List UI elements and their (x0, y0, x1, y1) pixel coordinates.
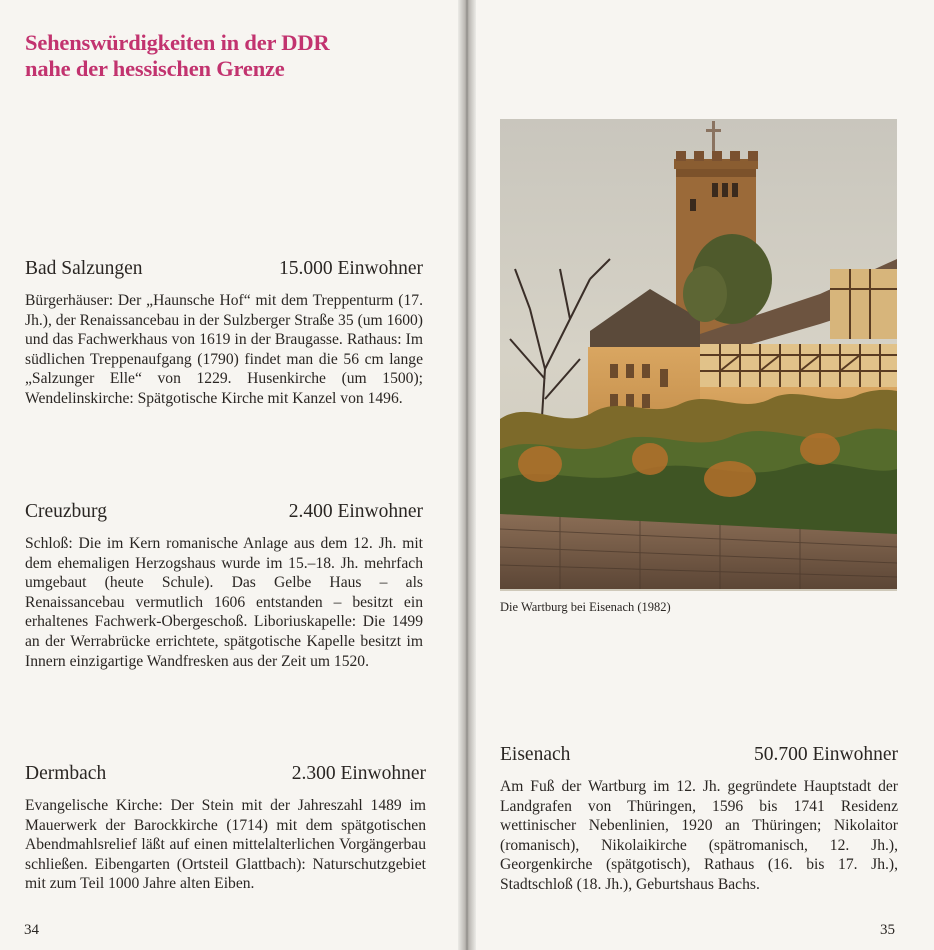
photo-caption: Die Wartburg bei Eisenach (1982) (500, 600, 671, 614)
population: 50.700 Einwohner (753, 744, 898, 765)
entry-heading (500, 743, 898, 767)
page-number-left: 34 (24, 922, 39, 938)
wartburg-castle-photo (500, 119, 897, 591)
place-name: Bad Salzungen (25, 258, 143, 279)
population: 2.400 Einwohner (288, 501, 423, 522)
title-line-2: nahe der hessischen Grenze (25, 56, 285, 81)
left-page (0, 0, 464, 950)
entry-eisenach (500, 743, 898, 895)
entry-heading (25, 762, 426, 786)
entry-bad-salzungen (25, 257, 423, 409)
entry-text: Schloß: Die im Kern romanische Anlage aus dem 12. Jh. mit dem ehemaligen Herzogshaus wurde im 15.–18. Jh. mehrfach umgebaut (heute Schule). Das Gelbe Haus – als Renaissancebau vermutlich 1606 entstanden – besitzt ein erhaltenes Fachwerk-Obergeschoß. Liboriuskapelle: Die 1499 an der Werrabrücke errichtete, spätgotische Kapelle besitzt im Innern einzigartige Wandfresken aus der Zeit um 1520. (25, 535, 423, 670)
entry-text: Evangelische Kirche: Der Stein mit der Jahreszahl 1489 im Mauerwerk der Barockkirche (1714) mit dem spätgotischen Abendmahlsrelief läßt auf einen mittelalterlichen Vorgängerbau schließen. Eibengarten (Ortsteil Glattbach): Naturschutzgebiet mit zum Teil 1000 Jahre alten Eiben. (25, 797, 426, 893)
entry-heading (25, 500, 423, 524)
page-title (25, 30, 329, 82)
entry-text: Am Fuß der Wartburg im 12. Jh. gegründete Hauptstadt der Landgrafen von Thüringen, 1596 bis 1741 Residenz wettinischer Nebenlinien, 1920 an Thüringen; Nikolaitor (romanisch), Nikolaikirche (spätromanisch, 12. Jh.), Georgenkirche (spätgotisch), Rathaus (16. bis 17. Jh.), Stadtschloß (18. Jh.), Geburtshaus Bachs. (500, 778, 898, 893)
entry-heading (25, 257, 423, 281)
population: 2.300 Einwohner (291, 763, 426, 784)
timber-wing (700, 344, 897, 389)
page-number-right: 35 (880, 922, 895, 938)
book-gutter (458, 0, 476, 950)
entry-dermbach (25, 762, 426, 894)
entry-text: Bürgerhäuser: Der „Haunsche Hof“ mit dem Treppenturm (17. Jh.), der Renaissancebau in der Sulzberger Straße 35 (um 1600) und das Fachwerkhaus von 1619 in der Braugasse. Rathaus: Im südlichen Treppenaufgang (1790) findet man die 56 cm lange „Salzunger Elle“ von 1229. Husenkirche (um 1500); Wendelinskirche: Spätgotische Kirche mit Kanzel von 1496. (25, 292, 423, 407)
population: 15.000 Einwohner (278, 258, 423, 279)
place-name: Eisenach (500, 744, 571, 765)
place-name: Dermbach (25, 763, 107, 784)
entry-creuzburg (25, 500, 423, 671)
place-name: Creuzburg (25, 501, 107, 522)
title-line-1: Sehenswürdigkeiten in der DDR (25, 30, 330, 55)
